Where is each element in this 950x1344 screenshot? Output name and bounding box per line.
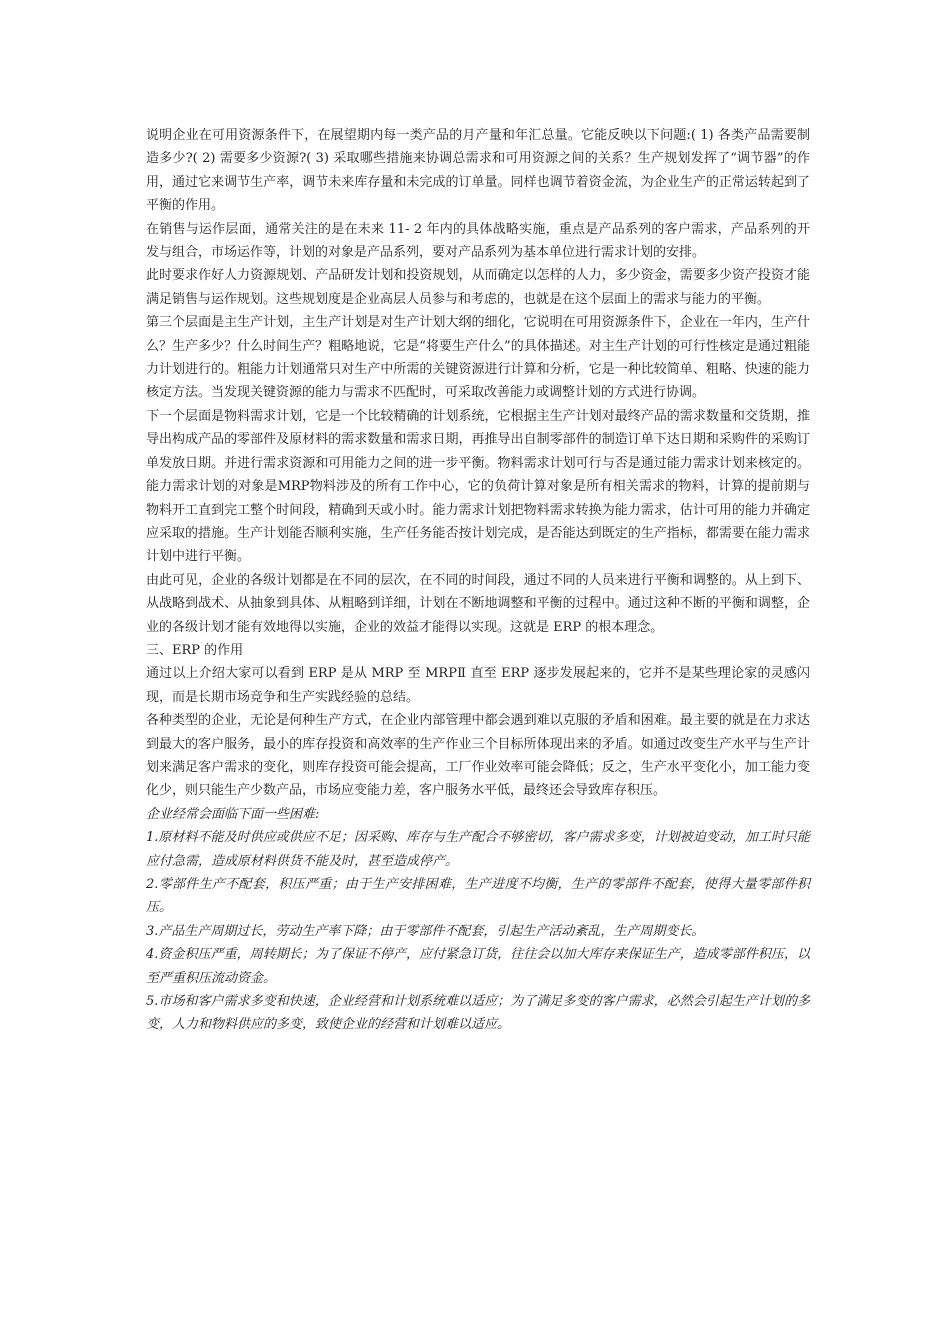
paragraph-production-plan: 说明企业在可用资源条件下，在展望期内每一类产品的月产量和年汇总量。它能反映以下问题:( 1) 各类产品需要制造多少?( 2) 需要多少资源?( 3) 采取哪些措施来协调总需求和可用资源之间的关系？生产规划发挥了“调节器”的作用，通过它来调节生产率，调节未来库存量和未完成的订单量。同样也调节着资金流，为企业生产的正常运转起到了平衡的作用。 xyxy=(146,128,810,214)
difficulty-item-5: 5.市场和客户需求多变和快速，企业经营和计划系统难以适应；为了满足多变的客户需求，必然会引起生产计划的多变，人力和物料供应的多变，致使企业的经营和计划难以适应。 xyxy=(146,994,810,1033)
paragraph-erp-evolution: 通过以上介绍大家可以看到 ERP 是从 MRP 至 MRPⅡ 直至 ERP 逐步发展起来的，它并不是某些理论家的灵感闪现，而是长期市场竞争和生产实践经验的总结。 xyxy=(146,666,810,705)
difficulty-item-4: 4.资金积压严重，周转期长；为了保证不停产，应付紧急订货，往往会以加大库存来保证生产，造成零部件积压，以至严重积压流动资金。 xyxy=(146,947,810,986)
paragraph-enterprise-conflicts: 各种类型的企业，无论是何种生产方式，在企业内部管理中都会遇到难以克服的矛盾和困难。最主要的就是在力求达到最大的客户服务，最小的库存投资和高效率的生产作业三个目标所体现出来的矛盾。如通过改变生产水平与生产计划来满足客户需求的变化，则库存投资可能会提高，工厂作业效率可能会降低；反之，生产水平变化小，加工能力变化少，则只能生产少数产品，市场应变能力差，客户服务水平低，最终还会导致库存积压。 xyxy=(146,713,810,799)
difficulty-item-3: 3.产品生产周期过长，劳动生产率下降；由于零部件不配套，引起生产活动紊乱，生产周期变长。 xyxy=(146,923,705,939)
difficulty-item-2: 2.零部件生产不配套，积压严重；由于生产安排困难，生产进度不均衡，生产的零部件不配套，使得大量零部件积压。 xyxy=(146,877,810,916)
paragraph-resource-planning: 此时要求作好人力资源规划、产品研发计划和投资规划，从而确定以怎样的人力，多少资金，需要多少资产投资才能满足销售与运作规划。这些规划度是企业高层人员参与和考虑的，也就是在这个层面上的需求与能力的平衡。 xyxy=(146,268,810,307)
difficulty-item-1: 1.原材料不能及时供应或供应不足；因采购、库存与生产配合不够密切，客户需求多变，计划被迫变动，加工时只能应付急需，造成原材料供货不能及时，甚至造成停产。 xyxy=(146,830,810,869)
document-page xyxy=(146,124,810,1037)
paragraph-erp-concept: 由此可见，企业的各级计划都是在不同的层次，在不同的时间段，通过不同的人员来进行平衡和调整的。从上到下、从战略到战术、从抽象到具体、从粗略到详细，计划在不断地调整和平衡的过程中。通过这种不断的平衡和调整，企业的各级计划才能有效地得以实施，企业的效益才能得以实现。这就是 ERP 的根本理念。 xyxy=(146,572,810,635)
paragraph-material-requirements: 下一个层面是物料需求计划，它是一个比较精确的计划系统，它根据主生产计划对最终产品的需求数量和交货期，推导出构成产品的零部件及原材料的需求数量和需求日期，再推导出自制零部件的制造订单下达日期和采购件的采购订单发放日期。并进行需求资源和可用能力之间的进一步平衡。物料需求计划可行与否是通过能力需求计划来核定的。能力需求计划的对象是MRP物料涉及的所有工作中心，它的负荷计算对象是所有相关需求的物料，计算的提前期与物料开工直到完工整个时间段，精确到天或小时。能力需求计划把物料需求转换为能力需求，估计可用的能力并确定应采取的措施。生产计划能否顺利实施，生产任务能否按计划完成，是否能达到既定的生产指标，都需要在能力需求计划中进行平衡。 xyxy=(146,408,810,565)
paragraph-master-production-schedule: 第三个层面是主生产计划，主生产计划是对生产计划大纲的细化，它说明在可用资源条件下，企业在一年内，生产什么？生产多少？什么时间生产？粗略地说，它是“将要生产什么”的具体描述。对主生产计划的可行性核定是通过粗能力计划进行的。粗能力计划通常只对生产中所需的关键资源进行计算和分析，它是一种比较简单、粗略、快速的能力核定方法。当发现关键资源的能力与需求不匹配时，可采取改善能力或调整计划的方式进行协调。 xyxy=(146,315,810,401)
difficulties-intro: 企业经常会面临下面一些困难: xyxy=(146,806,320,822)
paragraph-sales-operations: 在销售与运作层面，通常关注的是在未来 11- 2 年内的具体战略实施，重点是产品系列的客户需求，产品系列的开发与组合，市场运作等，计划的对象是产品系列，要对产品系列为基本单位进行需求计划的安排。 xyxy=(146,221,810,261)
section-heading-erp-role: 三、ERP 的作用 xyxy=(146,642,244,658)
